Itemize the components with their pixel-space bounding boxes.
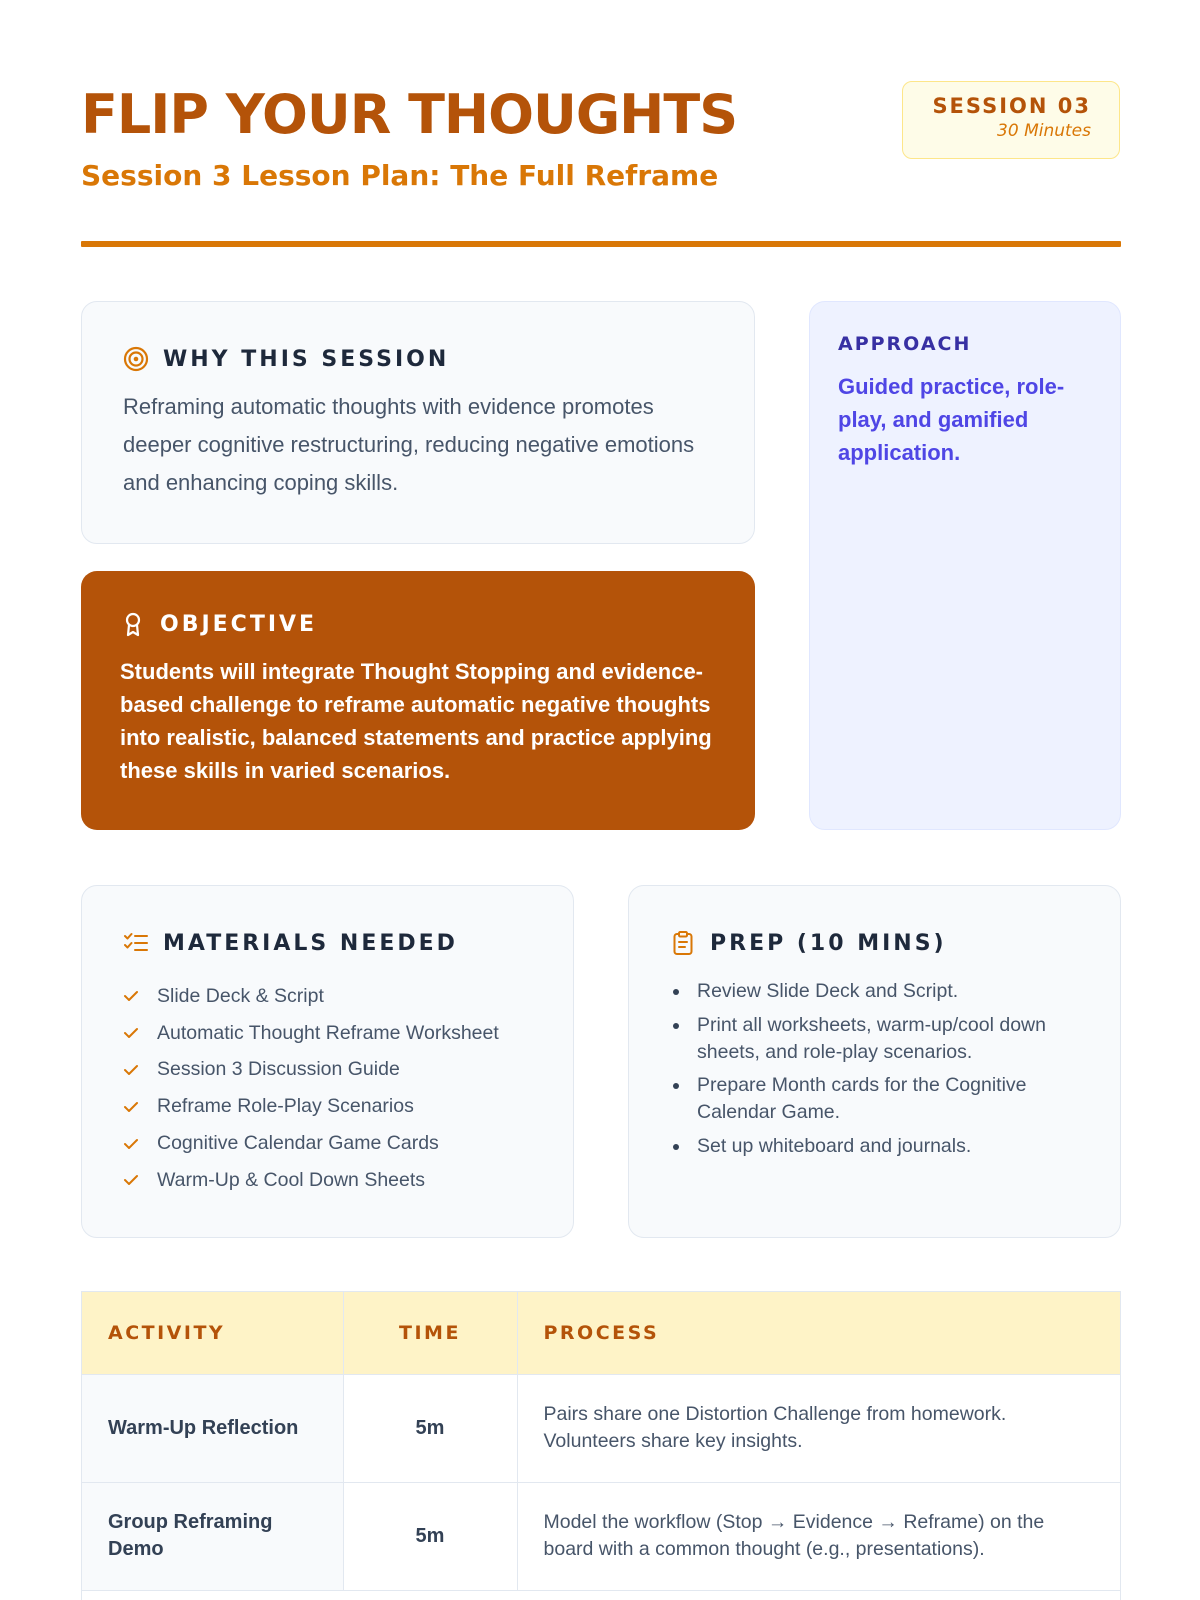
prep-card bbox=[628, 885, 1121, 1238]
time-cell: 5m bbox=[343, 1482, 517, 1590]
session-number: SESSION 03 bbox=[932, 94, 1091, 118]
activity-cell: Group Reframing Demo bbox=[82, 1482, 343, 1590]
list-item bbox=[123, 1015, 553, 1052]
list-item bbox=[123, 1088, 553, 1125]
session-duration: 30 Minutes bbox=[997, 121, 1091, 141]
time-cell: 5m bbox=[343, 1374, 517, 1482]
approach-heading: APPROACH bbox=[838, 333, 972, 355]
table-row bbox=[82, 1374, 1121, 1482]
prep-heading: PREP (10 MINS) bbox=[710, 930, 947, 956]
table-row bbox=[82, 1482, 1121, 1590]
activity-cell: Warm-Up Reflection bbox=[82, 1374, 343, 1482]
process-cell: Pairs share one Distortion Challenge from homework. Volunteers share key insights. bbox=[517, 1374, 1121, 1482]
session-badge bbox=[902, 81, 1120, 159]
list-item: Review Slide Deck and Script. bbox=[670, 978, 1100, 1005]
table-header-row bbox=[82, 1292, 1121, 1374]
list-item bbox=[123, 1125, 553, 1162]
objective-text: Students will integrate Thought Stopping and evidence-based challenge to reframe automatic negative thoughts into realistic, balanced statements and practice applying these skills in varied scenarios. bbox=[120, 659, 712, 783]
why-text: Reframing automatic thoughts with evidence promotes deeper cognitive restructuring, reducing negative emotions and enhancing coping skills. bbox=[123, 394, 695, 495]
materials-card bbox=[81, 885, 574, 1238]
material-label: Cognitive Calendar Game Cards bbox=[157, 1132, 439, 1155]
column-header-time: TIME bbox=[343, 1292, 517, 1374]
materials-heading: MATERIALS NEEDED bbox=[163, 930, 458, 956]
materials-list bbox=[123, 978, 553, 1199]
checklist-icon bbox=[123, 930, 149, 956]
award-icon bbox=[120, 611, 146, 637]
check-icon bbox=[123, 1174, 143, 1186]
process-cell: Model the workflow (Stop → Evidence → Reframe) on the board with a common thought (e.g., presentations). bbox=[517, 1482, 1121, 1590]
column-header-activity: ACTIVITY bbox=[82, 1292, 343, 1374]
activity-table bbox=[81, 1291, 1121, 1600]
check-icon bbox=[123, 1064, 143, 1076]
material-label: Warm-Up & Cool Down Sheets bbox=[157, 1168, 426, 1191]
objective-card bbox=[81, 571, 755, 830]
target-icon bbox=[123, 346, 149, 372]
objective-heading: OBJECTIVE bbox=[160, 611, 318, 637]
why-this-session-card bbox=[81, 301, 755, 544]
material-label: Reframe Role-Play Scenarios bbox=[157, 1095, 414, 1118]
check-icon bbox=[123, 990, 143, 1002]
header-divider bbox=[81, 241, 1121, 247]
list-item bbox=[123, 1052, 553, 1089]
list-item bbox=[123, 1162, 553, 1199]
list-item: Set up whiteboard and journals. bbox=[670, 1133, 1100, 1160]
page-title: FLIP YOUR THOUGHTS bbox=[81, 83, 738, 146]
material-label: Slide Deck & Script bbox=[157, 984, 324, 1007]
check-icon bbox=[123, 1101, 143, 1113]
material-label: Session 3 Discussion Guide bbox=[157, 1058, 400, 1081]
column-header-process: PROCESS bbox=[517, 1292, 1121, 1374]
check-icon bbox=[123, 1027, 143, 1039]
prep-list bbox=[670, 978, 1100, 1160]
list-item: Prepare Month cards for the Cognitive Calendar Game. bbox=[670, 1072, 1100, 1126]
list-item: Print all worksheets, warm-up/cool down sheets, and role-play scenarios. bbox=[670, 1012, 1100, 1066]
approach-card bbox=[809, 301, 1121, 830]
clipboard-icon bbox=[670, 930, 696, 956]
why-heading: WHY THIS SESSION bbox=[163, 346, 450, 372]
approach-text: Guided practice, role-play, and gamified application. bbox=[838, 374, 1065, 465]
check-icon bbox=[123, 1138, 143, 1150]
material-label: Automatic Thought Reframe Worksheet bbox=[157, 1021, 499, 1044]
page-header bbox=[81, 78, 1121, 250]
list-item bbox=[123, 978, 553, 1015]
page-subtitle: Session 3 Lesson Plan: The Full Reframe bbox=[81, 159, 719, 192]
